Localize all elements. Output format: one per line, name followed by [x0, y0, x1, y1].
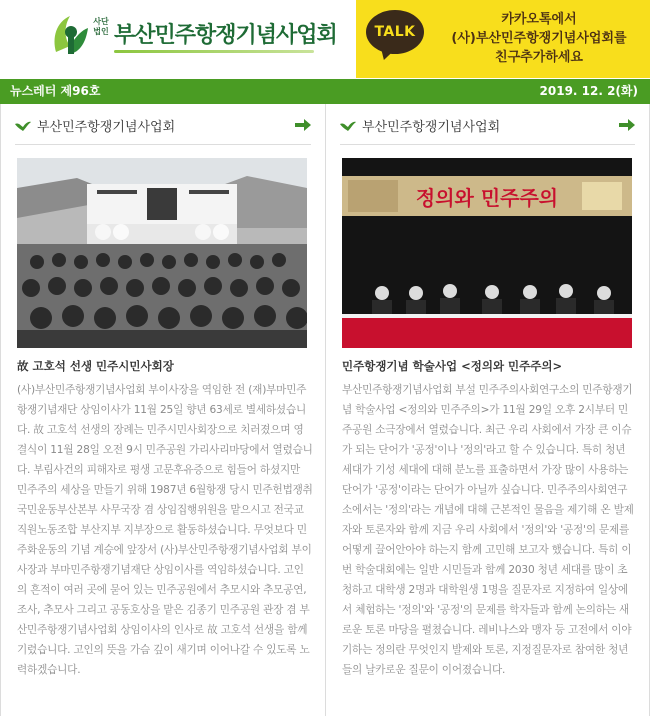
article-column-left — [0, 104, 326, 716]
bird-icon — [340, 120, 356, 132]
article-title[interactable]: 민주항쟁기념 학술사업 <정의와 민주주의> — [342, 359, 563, 373]
logo-text: 부산민주항쟁기념사업회 — [114, 23, 337, 48]
section-title: 부산민주항쟁기념사업회 — [362, 120, 501, 135]
article-title[interactable]: 故 고호석 선생 민주시민사회장 — [17, 359, 174, 373]
kakao-line-1: 카카오톡에서 — [501, 12, 577, 27]
logo-emblem-icon — [50, 12, 90, 58]
section-header-right — [326, 104, 649, 144]
article-body: 부산민주항쟁기념사업회 부설 민주주의사회연구소의 민주항쟁기념 학술사업 <정의와 민주주의>가 11월 29일 오후 2시부터 민주공원 소극장에서 열렸습니다. 최근 우리 사회에서 가장 큰 이슈가 되는 단어가 '공정'이나 '정의'라고 할 수 있습니다. 특히 청년 세대가 기성 세대에 대해 분노를 표출하면서 가장 많이 사용하는 단어가 '공정'이라는 단어가 아닐까 싶습니다. 민주주의사회연구소에서는 '정의'라는 개념에 대해 근본적인 물음을 제기해 온 발제자와 토론자와 함께 지금 우리 사회에서 '정의'와 '공정'의 문제를 어떻게 끌어안아야 하는지 함께 고민해 보고자 했습니다. 특히 이번 학술대회에는 일반 시민들과 함께 2030 청년 세대를 많이 초청하고 대학생 2명과 대학원생 1명을 질문자로 지정하여 일상에서 체험하는 '정의'와 '공정'의 문제를 학자들과 함께 논의하는 새로운 토론 마당을 펼쳤습니다. 레비나스와 맹자 등 고전에서 이야기하는 정의란 무엇인지 발제와 토론, 지정질문자로 참여한 청년들의 날카로운 질문이 이어졌습니다. — [342, 384, 634, 676]
section-divider — [15, 144, 311, 145]
arrow-right-icon[interactable] — [295, 119, 311, 131]
logo-small-label: 사단법인 — [93, 17, 109, 36]
memorial-ceremony-photo[interactable] — [17, 158, 307, 348]
logo-underline — [114, 50, 314, 53]
newsletter-bar — [0, 79, 650, 104]
newsletter-header — [0, 0, 650, 78]
kakao-line-3: 친구추가하세요 — [495, 50, 583, 65]
symposium-stage-photo[interactable] — [342, 158, 632, 348]
bird-icon — [15, 120, 31, 132]
section-header-left — [1, 104, 325, 144]
arrow-right-icon[interactable] — [619, 119, 635, 131]
issue-number: 뉴스레터 제96호 — [10, 84, 101, 98]
section-title: 부산민주항쟁기념사업회 — [37, 120, 176, 135]
kakao-banner[interactable] — [356, 0, 650, 78]
article-column-right — [326, 104, 650, 716]
section-divider — [340, 144, 635, 145]
kakao-line-2: (사)부산민주항쟁기념사업회를 — [451, 31, 627, 46]
issue-date: 2019. 12. 2(화) — [539, 84, 638, 98]
kakao-talk-icon: TALK — [366, 10, 424, 54]
article-body: (사)부산민주항쟁기념사업회 부이사장을 역임한 전 (재)부마민주항쟁기념재단 상임이사가 11월 25일 향년 63세로 별세하셨습니다. 故 고호석 선생의 장례는 민주시민사회장으로 치러졌으며 영결식이 11월 28일 오전 9시 민주공원 가리사리마당에서 열렸습니다. 부림사건의 피해자로 평생 고문후유증으로 힘들어 하셨지만 민주주의 세상을 만들기 위해 1987년 6월항쟁 당시 민주헌법쟁취국민운동부산본부 사무국장 겸 상임집행위원을 맡으시고 전국교직원노동조합 부산지부 지부장으로 활동하셨습니다. 무엇보다 민주화운동의 기념 계승에 앞장서 (사)부산민주항쟁기념사업회 부이사장과 부마민주항쟁기념재단 상임이사를 역임하셨습니다. 고인의 흔적이 여러 곳에 묻어 있는 민주공원에서 추모시와 추모공연, 조사, 추모사 그리고 공동호상을 맡은 김종기 민주공원 관장 겸 부산민주항쟁기념사업회 상임이사의 인사로 故 고호석 선생을 함께 기렸습니다. 고인의 뜻을 가슴 깊이 새기며 이어나갈 수 있도록 노력하겠습니다. — [17, 384, 313, 676]
kakao-message — [434, 10, 644, 67]
logo[interactable] — [0, 0, 356, 78]
stage-banner-text: 정의와 민주주의 — [415, 186, 559, 210]
